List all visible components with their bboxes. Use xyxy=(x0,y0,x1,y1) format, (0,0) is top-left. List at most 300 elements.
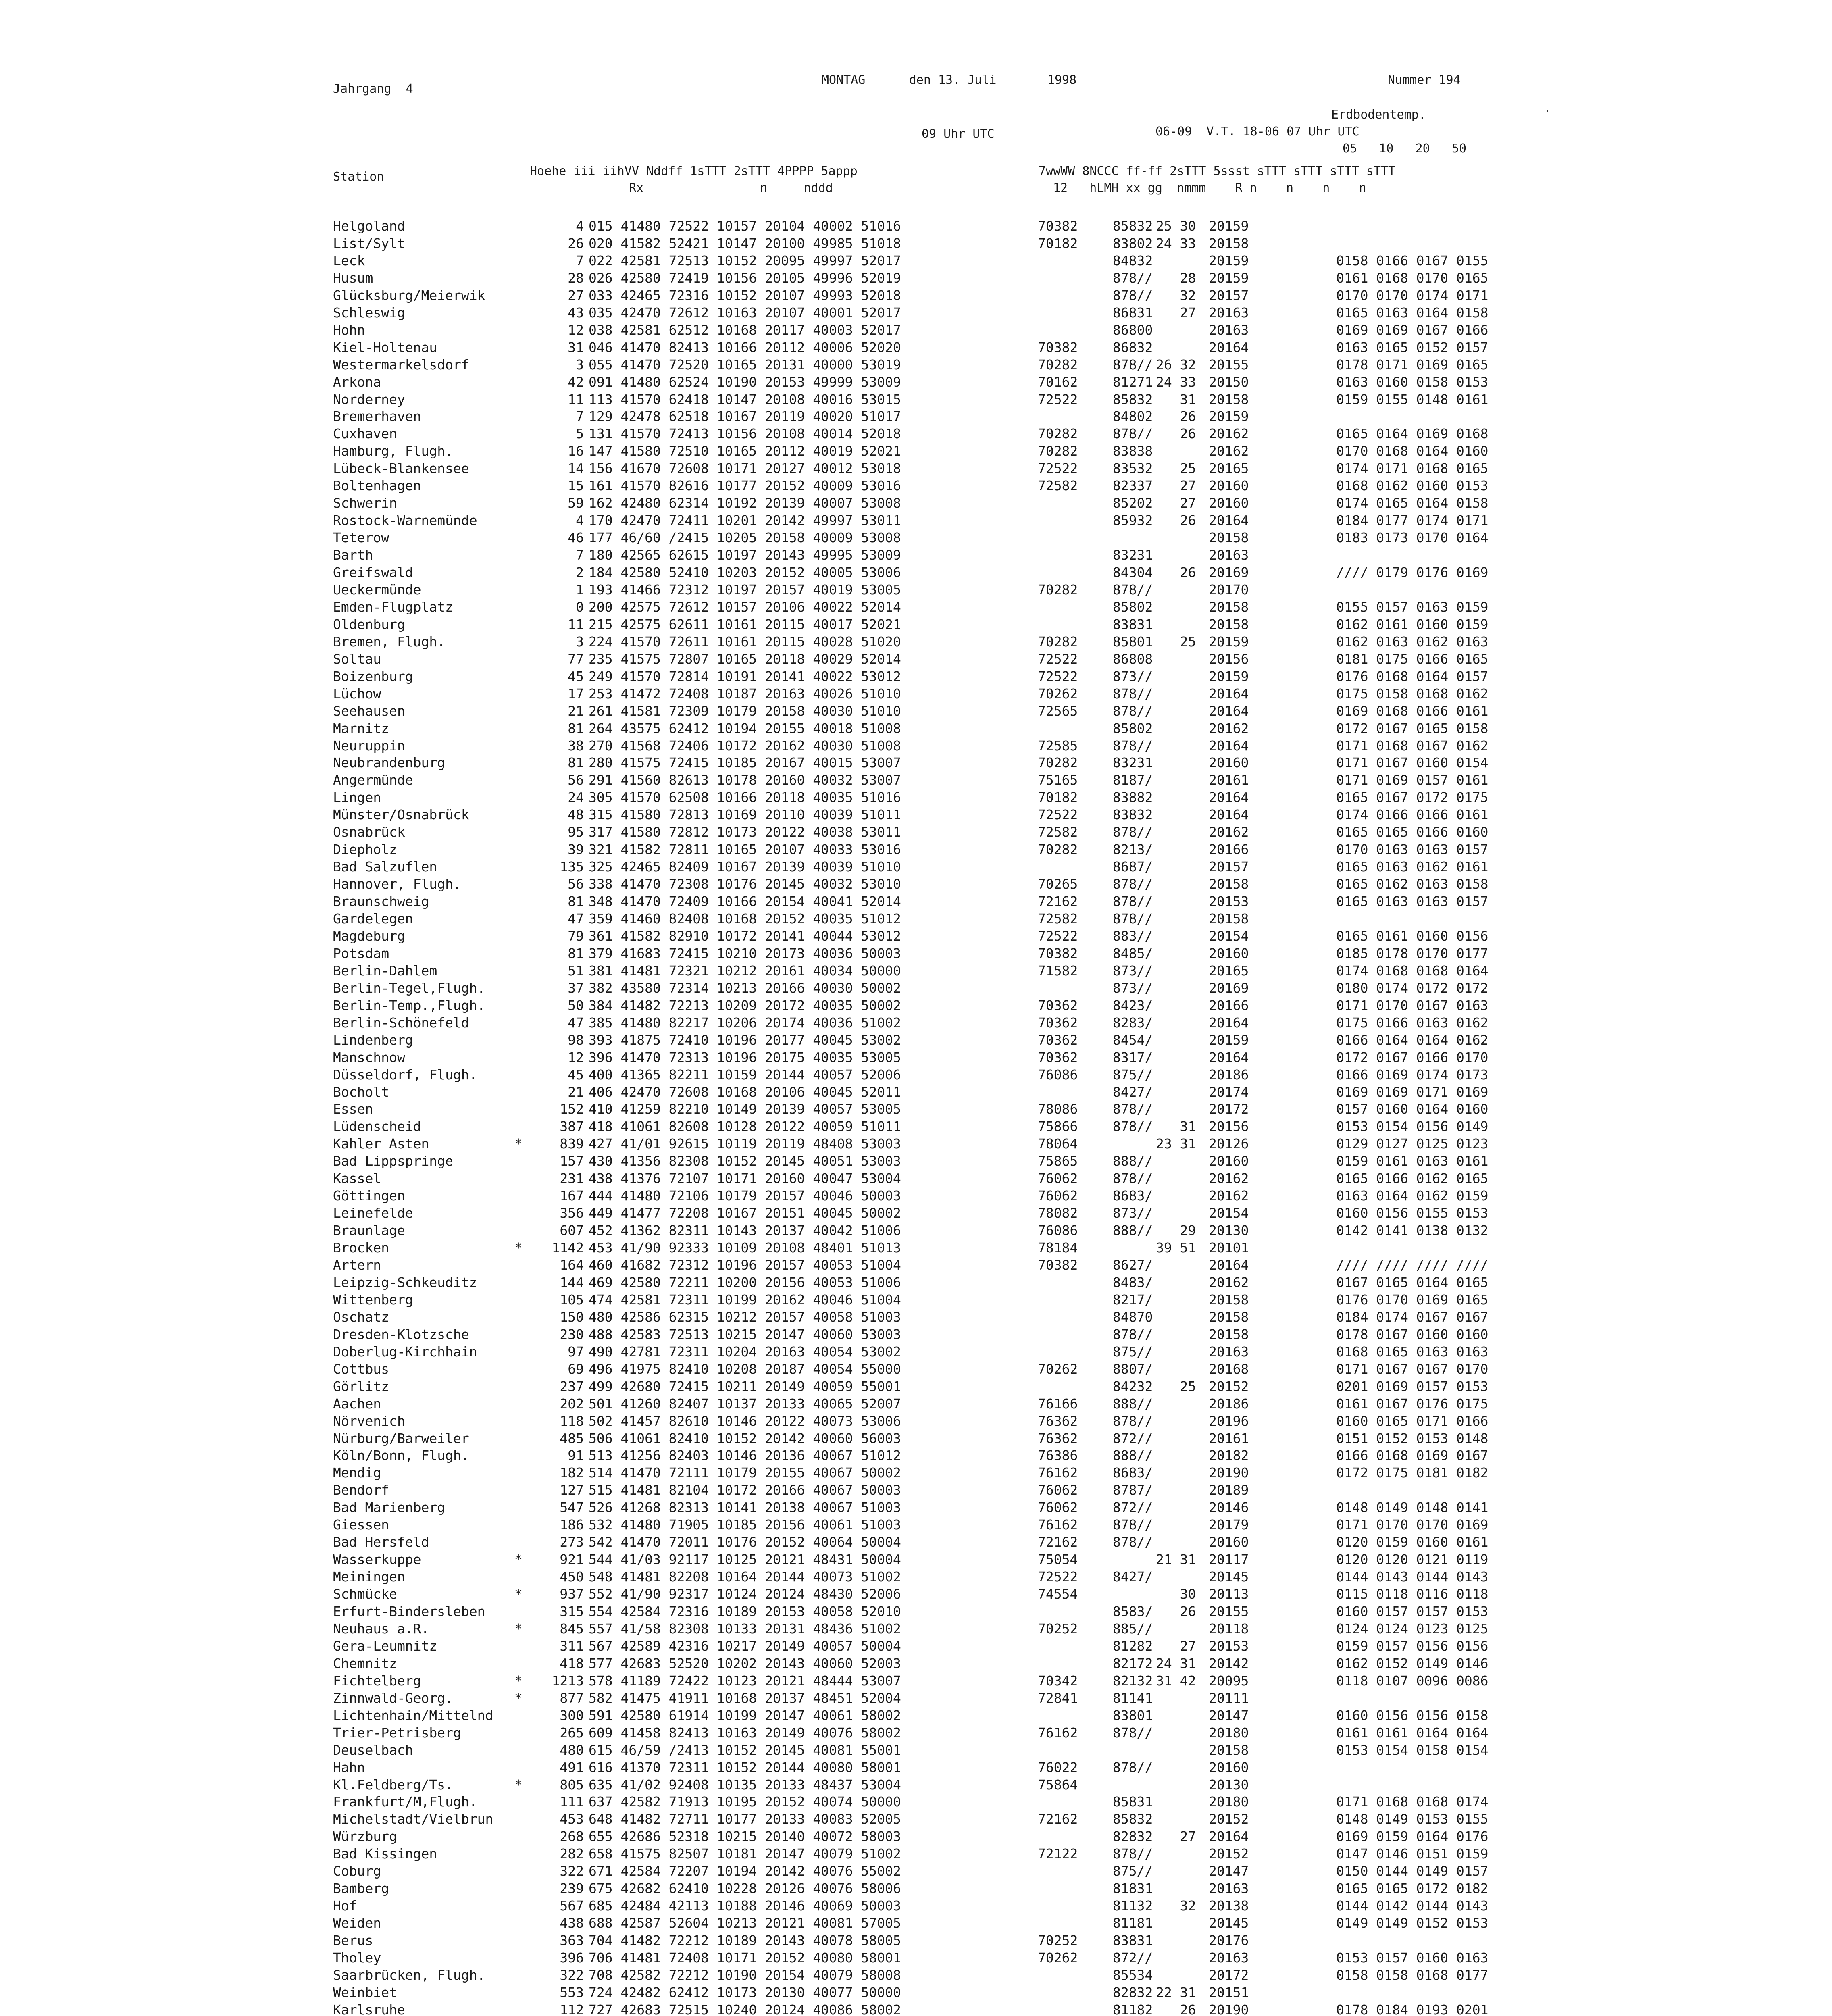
station-name: Giessen xyxy=(333,1517,389,1533)
min-temp: 20146 xyxy=(1209,1500,1249,1516)
table-row xyxy=(0,1205,1832,1222)
table-row xyxy=(0,876,1832,893)
soil-temps: 0178 0171 0169 0165 xyxy=(1336,356,1488,373)
cloud-group: 81271 xyxy=(1113,374,1153,390)
wind-gust: 24 31 xyxy=(1156,1655,1196,1671)
table-row xyxy=(0,806,1832,824)
min-temp: 20162 xyxy=(1209,720,1249,736)
table-row xyxy=(0,1309,1832,1326)
soil-temps: 0148 0149 0153 0155 xyxy=(1336,1811,1488,1827)
synop-groups: 460 41682 72312 10196 20157 40053 51004 xyxy=(589,1257,901,1273)
synop-groups: 578 41189 72422 10123 20121 48444 53007 xyxy=(589,1672,901,1689)
table-row xyxy=(0,1464,1832,1482)
cloud-group: 878// xyxy=(1113,876,1153,892)
cloud-group: 872// xyxy=(1113,1950,1153,1966)
soil-temps: 0157 0160 0164 0160 xyxy=(1336,1101,1488,1117)
station-height: 453 xyxy=(560,1811,584,1827)
table-row xyxy=(0,322,1832,339)
station-height: 7 xyxy=(576,408,584,425)
station-height: 24 xyxy=(568,789,584,806)
cloud-group: 81282 xyxy=(1113,1638,1153,1654)
table-row xyxy=(0,1084,1832,1101)
wind-gust: 32 xyxy=(1156,287,1196,303)
station-name: Boltenhagen xyxy=(333,478,421,494)
soil-temps: 0174 0166 0166 0161 xyxy=(1336,807,1488,823)
table-row xyxy=(0,1551,1832,1568)
min-temp: 20159 xyxy=(1209,408,1249,425)
mountain-star: * xyxy=(514,1586,523,1602)
cloud-group: 878// xyxy=(1113,1517,1153,1533)
min-temp: 20151 xyxy=(1209,1984,1249,2000)
station-name: Düsseldorf, Flugh. xyxy=(333,1066,477,1083)
station-name: Westermarkelsdorf xyxy=(333,356,469,373)
table-row xyxy=(0,1257,1832,1274)
soil-temps: 0163 0164 0162 0159 xyxy=(1336,1188,1488,1204)
table-row xyxy=(0,1984,1832,2001)
station-name: Wittenberg xyxy=(333,1291,413,1308)
soil-temps: 0178 0167 0160 0160 xyxy=(1336,1326,1488,1342)
min-temp: 20159 xyxy=(1209,633,1249,650)
synop-groups: 474 42581 72311 10199 20162 40046 51004 xyxy=(589,1291,901,1308)
station-name: Braunschweig xyxy=(333,893,429,910)
synop-groups: 658 41575 82507 10181 20147 40079 51002 xyxy=(589,1846,901,1862)
soil-temps: 0165 0163 0163 0157 xyxy=(1336,893,1488,910)
mountain-star: * xyxy=(514,1776,523,1793)
station-height: 182 xyxy=(560,1465,584,1481)
soil-temps: 0174 0168 0168 0164 xyxy=(1336,962,1488,979)
station-name: Gera-Leumnitz xyxy=(333,1638,437,1654)
station-height: 127 xyxy=(560,1482,584,1498)
soil-temps: 0165 0162 0163 0158 xyxy=(1336,876,1488,892)
cloud-group: 85832 xyxy=(1113,391,1153,407)
synop-groups: 046 41470 82413 10166 20112 40006 52020 xyxy=(589,339,901,355)
station-name: Leipzig-Schkeuditz xyxy=(333,1274,477,1290)
min-temp: 20145 xyxy=(1209,1915,1249,1931)
mountain-star: * xyxy=(514,1690,523,1706)
soil-temps: 0180 0174 0172 0172 xyxy=(1336,980,1488,996)
min-temp: 20176 xyxy=(1209,1933,1249,1949)
station-height: 157 xyxy=(560,1153,584,1169)
synop-groups: 384 41482 72213 10209 20172 40035 50002 xyxy=(589,997,901,1013)
synop-groups: 321 41582 72811 10165 20107 40033 53016 xyxy=(589,841,901,858)
station-height: 311 xyxy=(560,1638,584,1654)
weather-group: 75866 xyxy=(1038,1118,1078,1135)
station-height: 491 xyxy=(560,1759,584,1775)
soil-temps: 0169 0169 0167 0166 xyxy=(1336,322,1488,338)
cloud-group: 878// xyxy=(1113,911,1153,927)
wind-gust: 28 xyxy=(1156,270,1196,286)
wind-gust: 26 xyxy=(1156,408,1196,425)
table-row xyxy=(0,408,1832,425)
min-temp: 20155 xyxy=(1209,1604,1249,1619)
station-name: Kahler Asten xyxy=(333,1136,429,1152)
cloud-group: 8454/ xyxy=(1113,1032,1153,1048)
weather-group: 70252 xyxy=(1038,1620,1078,1637)
wind-gust: 25 30 xyxy=(1156,218,1196,234)
synop-groups: 385 41480 82217 10206 20174 40036 51002 xyxy=(589,1014,901,1031)
table-row xyxy=(0,651,1832,668)
cloud-group: 83802 xyxy=(1113,235,1153,251)
min-temp: 20095 xyxy=(1209,1672,1249,1689)
weather-group: 72522 xyxy=(1038,807,1078,823)
soil-temps: 0172 0167 0165 0158 xyxy=(1336,720,1488,736)
table-row xyxy=(0,737,1832,755)
soil-temps: 0144 0143 0144 0143 xyxy=(1336,1569,1488,1585)
cloud-group: 82832 xyxy=(1113,1984,1153,2000)
station-name: Weinbiet xyxy=(333,1984,397,2000)
station-name: Oschatz xyxy=(333,1309,389,1325)
station-name: Brocken xyxy=(333,1240,389,1256)
soil-temps: 0153 0157 0160 0163 xyxy=(1336,1950,1488,1966)
min-temp: 20163 xyxy=(1209,1950,1249,1966)
station-height: 7 xyxy=(576,547,584,563)
table-row xyxy=(0,1707,1832,1724)
mountain-star: * xyxy=(514,1136,523,1152)
station-height: 56 xyxy=(568,876,584,892)
min-temp: 20154 xyxy=(1209,928,1249,944)
cloud-group: 878// xyxy=(1113,270,1153,286)
min-temp: 20126 xyxy=(1209,1136,1249,1152)
station-name: Neubrandenburg xyxy=(333,755,446,771)
station-height: 4 xyxy=(576,218,584,234)
wind-gust: 26 xyxy=(1156,2001,1196,2016)
station-height: 38 xyxy=(568,737,584,754)
station-height: 95 xyxy=(568,824,584,840)
table-row xyxy=(0,1447,1832,1464)
station-height: 97 xyxy=(568,1343,584,1360)
table-row xyxy=(0,1361,1832,1378)
min-temp: 20169 xyxy=(1209,980,1249,996)
min-temp: 20145 xyxy=(1209,1569,1249,1585)
station-name: Boizenburg xyxy=(333,668,413,684)
cloud-group: 81831 xyxy=(1113,1881,1153,1897)
cloud-group: 86831 xyxy=(1113,304,1153,321)
min-temp: 20160 xyxy=(1209,945,1249,961)
table-row xyxy=(0,1793,1832,1811)
min-temp: 20166 xyxy=(1209,841,1249,858)
table-row xyxy=(0,304,1832,322)
soil-temps: 0176 0170 0169 0165 xyxy=(1336,1291,1488,1308)
table-row xyxy=(0,356,1832,374)
min-temp: 20111 xyxy=(1209,1690,1249,1706)
cloud-group: 85802 xyxy=(1113,720,1153,736)
station-name: Michelstadt/Vielbrun xyxy=(333,1811,493,1827)
min-temp: 20157 xyxy=(1209,287,1249,303)
synop-groups: 253 41472 72408 10187 20163 40026 51010 xyxy=(589,685,901,702)
synop-groups: 280 41575 72415 10185 20167 40015 53007 xyxy=(589,755,901,771)
cloud-group: 85534 xyxy=(1113,1967,1153,1983)
min-temp: 20159 xyxy=(1209,270,1249,286)
station-name: Angermünde xyxy=(333,772,413,788)
soil-temps: 0171 0168 0167 0162 xyxy=(1336,737,1488,754)
weather-group: 72841 xyxy=(1038,1690,1078,1706)
station-height: 46 xyxy=(568,530,584,546)
station-height: 282 xyxy=(560,1846,584,1862)
header-erdbodentemp: Erdbodentemp. xyxy=(1331,108,1426,122)
station-height: 921 xyxy=(560,1552,584,1568)
weather-group: 70282 xyxy=(1038,581,1078,598)
station-height: 31 xyxy=(568,339,584,355)
soil-temps: 0172 0167 0166 0170 xyxy=(1336,1049,1488,1065)
weather-group: 71582 xyxy=(1038,962,1078,979)
station-height: 7 xyxy=(576,252,584,269)
station-name: Gardelegen xyxy=(333,911,413,927)
table-row xyxy=(0,1967,1832,1984)
table-row xyxy=(0,425,1832,443)
min-temp: 20182 xyxy=(1209,1447,1249,1464)
station-height: 265 xyxy=(560,1724,584,1741)
station-name: Schleswig xyxy=(333,304,405,321)
station-name: Bad Marienberg xyxy=(333,1500,446,1516)
weather-group: 70362 xyxy=(1038,1014,1078,1031)
station-height: 418 xyxy=(560,1655,584,1671)
weather-group: 70252 xyxy=(1038,1933,1078,1949)
weather-group: 72522 xyxy=(1038,651,1078,667)
station-name: Saarbrücken, Flugh. xyxy=(333,1967,485,1983)
station-height: 1142 xyxy=(552,1240,584,1256)
min-temp: 20159 xyxy=(1209,1032,1249,1048)
station-height: 2 xyxy=(576,564,584,580)
table-row xyxy=(0,1291,1832,1309)
station-height: 438 xyxy=(560,1915,584,1931)
cloud-group: 85932 xyxy=(1113,512,1153,529)
station-name: Wasserkuppe xyxy=(333,1552,421,1568)
station-name: Tholey xyxy=(333,1950,381,1966)
station-name: Meiningen xyxy=(333,1569,405,1585)
cloud-group: 885// xyxy=(1113,1620,1153,1637)
wind-gust: 27 xyxy=(1156,495,1196,511)
min-temp: 20164 xyxy=(1209,789,1249,806)
soil-temps: 0163 0160 0158 0153 xyxy=(1336,374,1488,390)
table-row xyxy=(0,945,1832,962)
cloud-group: 83231 xyxy=(1113,547,1153,563)
station-height: 150 xyxy=(560,1309,584,1325)
issue-date: MONTAG den 13. Juli 1998 xyxy=(822,73,1077,87)
cloud-group: 878// xyxy=(1113,893,1153,910)
station-name: Cottbus xyxy=(333,1361,389,1377)
min-temp: 20155 xyxy=(1209,356,1249,373)
cloud-group: 85202 xyxy=(1113,495,1153,511)
cloud-group: 873// xyxy=(1113,980,1153,996)
table-row xyxy=(0,512,1832,529)
cloud-group: 873// xyxy=(1113,962,1153,979)
station-name: Dresden-Klotzsche xyxy=(333,1326,469,1342)
weather-group: 72582 xyxy=(1038,478,1078,494)
table-row xyxy=(0,1811,1832,1828)
station-height: 43 xyxy=(568,304,584,321)
soil-temps: 0170 0170 0174 0171 xyxy=(1336,287,1488,303)
min-temp: 20186 xyxy=(1209,1066,1249,1083)
synop-groups: 147 41580 72510 10165 20112 40019 52021 xyxy=(589,443,901,459)
weather-group: 76022 xyxy=(1038,1759,1078,1775)
soil-temps: 0165 0165 0172 0182 xyxy=(1336,1881,1488,1897)
synop-groups: 554 42584 72316 10189 20153 40058 52010 xyxy=(589,1604,901,1619)
station-height: 237 xyxy=(560,1378,584,1394)
cloud-group: 878// xyxy=(1113,1846,1153,1862)
synop-groups: 026 42580 72419 10156 20105 49996 52019 xyxy=(589,270,901,286)
table-row xyxy=(0,564,1832,581)
synop-groups: 671 42584 72207 10194 20142 40076 55002 xyxy=(589,1863,901,1879)
cloud-group: 83832 xyxy=(1113,807,1153,823)
mountain-star: * xyxy=(514,1552,523,1568)
min-temp: 20158 xyxy=(1209,1291,1249,1308)
soil-temps: 0120 0159 0160 0161 xyxy=(1336,1534,1488,1550)
cloud-group: 8627/ xyxy=(1113,1257,1153,1273)
synop-groups: 501 41260 82407 10137 20133 40065 52007 xyxy=(589,1395,901,1412)
cloud-group: 83532 xyxy=(1113,460,1153,477)
cloud-group: 83831 xyxy=(1113,1933,1153,1949)
station-height: 363 xyxy=(560,1933,584,1949)
station-name: Bad Hersfeld xyxy=(333,1534,429,1550)
cloud-group: 82172 xyxy=(1113,1655,1153,1671)
synop-groups: 129 42478 62518 10167 20119 40020 51017 xyxy=(589,408,901,425)
min-temp: 20164 xyxy=(1209,1829,1249,1845)
weather-group: 70282 xyxy=(1038,633,1078,650)
cloud-group: 82132 xyxy=(1113,1672,1153,1689)
station-name: Essen xyxy=(333,1101,373,1117)
cloud-group: 83882 xyxy=(1113,789,1153,806)
weather-group: 70265 xyxy=(1038,876,1078,892)
station-height: 322 xyxy=(560,1967,584,1983)
soil-temps: 0165 0165 0166 0160 xyxy=(1336,824,1488,840)
soil-temps: 0162 0163 0162 0163 xyxy=(1336,633,1488,650)
table-row xyxy=(0,1534,1832,1551)
weather-group: 72565 xyxy=(1038,703,1078,719)
station-height: 21 xyxy=(568,1084,584,1100)
station-height: 877 xyxy=(560,1690,584,1706)
table-row xyxy=(0,1742,1832,1759)
min-temp: 20161 xyxy=(1209,1430,1249,1446)
synop-groups: 224 41570 72611 10161 20115 40028 51020 xyxy=(589,633,901,650)
synop-groups: 444 41480 72106 10179 20157 40046 50003 xyxy=(589,1188,901,1204)
weather-group: 70262 xyxy=(1038,1361,1078,1377)
station-name: Bendorf xyxy=(333,1482,389,1498)
weather-group: 70362 xyxy=(1038,997,1078,1013)
cloud-group: 85832 xyxy=(1113,218,1153,234)
station-height: 230 xyxy=(560,1326,584,1342)
station-height: 51 xyxy=(568,962,584,979)
station-name: Münster/Osnabrück xyxy=(333,807,469,823)
station-height: 268 xyxy=(560,1829,584,1845)
min-temp: 20180 xyxy=(1209,1724,1249,1741)
table-row xyxy=(0,1430,1832,1447)
synop-groups: 393 41875 72410 10196 20177 40045 53002 xyxy=(589,1032,901,1048)
station-name: Chemnitz xyxy=(333,1655,397,1671)
soil-temps: 0159 0155 0148 0161 xyxy=(1336,391,1488,407)
soil-temps: 0163 0165 0152 0157 xyxy=(1336,339,1488,355)
station-name: Erfurt-Bindersleben xyxy=(333,1604,485,1619)
cloud-group: 878// xyxy=(1113,1724,1153,1741)
min-temp: 20174 xyxy=(1209,1084,1249,1100)
wind-gust: 26 xyxy=(1156,426,1196,442)
table-row xyxy=(0,1482,1832,1499)
table-row xyxy=(0,252,1832,270)
station-name: Trier-Petrisberg xyxy=(333,1724,461,1741)
soil-temps: 0161 0161 0164 0164 xyxy=(1336,1724,1488,1741)
min-temp: 20186 xyxy=(1209,1395,1249,1412)
cloud-group: 82337 xyxy=(1113,478,1153,494)
station-height: 300 xyxy=(560,1707,584,1723)
weather-group: 72522 xyxy=(1038,391,1078,407)
table-row xyxy=(0,1343,1832,1361)
table-row xyxy=(0,1378,1832,1395)
synop-groups: 200 42575 72612 10157 20106 40022 52014 xyxy=(589,599,901,615)
cloud-group: 81132 xyxy=(1113,1898,1153,1914)
soil-temps: 0181 0175 0166 0165 xyxy=(1336,651,1488,667)
table-row xyxy=(0,1672,1832,1690)
synop-groups: 452 41362 82311 10143 20137 40042 51006 xyxy=(589,1223,901,1239)
station-name: Weiden xyxy=(333,1915,381,1931)
cloud-group: 81182 xyxy=(1113,2001,1153,2016)
station-name: Lingen xyxy=(333,789,381,806)
table-row xyxy=(0,858,1832,876)
station-name: Aachen xyxy=(333,1395,381,1412)
synop-groups: 038 42581 62512 10168 20117 40003 52017 xyxy=(589,322,901,338)
station-name: Cuxhaven xyxy=(333,426,397,442)
synop-groups: 514 41470 72111 10179 20155 40067 50002 xyxy=(589,1465,901,1481)
station-name: Schmücke xyxy=(333,1586,397,1602)
station-name: Mendig xyxy=(333,1465,381,1481)
table-row xyxy=(0,997,1832,1014)
station-height: 98 xyxy=(568,1032,584,1048)
synop-groups: 515 41481 82104 10172 20166 40067 50003 xyxy=(589,1482,901,1498)
cloud-group: 875// xyxy=(1113,1863,1153,1879)
cloud-group: 878// xyxy=(1113,1413,1153,1429)
synop-groups: 033 42465 72316 10152 20107 49993 52018 xyxy=(589,287,901,303)
soil-temps: 0171 0168 0168 0174 xyxy=(1336,1794,1488,1810)
table-row xyxy=(0,910,1832,928)
synop-groups: 648 41482 72711 10177 20133 40083 52005 xyxy=(589,1811,901,1827)
table-row xyxy=(0,218,1832,235)
cloud-group: 85802 xyxy=(1113,599,1153,615)
station-name: Bad Lippspringe xyxy=(333,1153,454,1169)
station-name: Arkona xyxy=(333,374,381,390)
table-row xyxy=(0,443,1832,460)
soil-temps: 0165 0164 0169 0168 xyxy=(1336,426,1488,442)
header-periods: 06-09 V.T. 18-06 07 Uhr UTC xyxy=(1155,125,1359,139)
synop-groups: 706 41481 72408 10171 20152 40080 58001 xyxy=(589,1950,901,1966)
station-name: Kassel xyxy=(333,1170,381,1187)
station-height: 12 xyxy=(568,1049,584,1065)
table-row xyxy=(0,616,1832,633)
min-temp: 20169 xyxy=(1209,564,1249,580)
table-row xyxy=(0,1170,1832,1187)
station-name: Köln/Bonn, Flugh. xyxy=(333,1447,469,1464)
weather-group: 70382 xyxy=(1038,1257,1078,1273)
station-name: Bremerhaven xyxy=(333,408,421,425)
station-height: 567 xyxy=(560,1898,584,1914)
soil-temps: 0162 0161 0160 0159 xyxy=(1336,616,1488,632)
synop-groups: 591 42580 61914 10199 20147 40061 58002 xyxy=(589,1707,901,1723)
min-temp: 20160 xyxy=(1209,1759,1249,1775)
min-temp: 20160 xyxy=(1209,478,1249,494)
weather-group: 70262 xyxy=(1038,1950,1078,1966)
synop-groups: 338 41470 72308 10176 20145 40032 53010 xyxy=(589,876,901,892)
min-temp: 20163 xyxy=(1209,1343,1249,1360)
min-temp: 20159 xyxy=(1209,252,1249,269)
soil-temps: 0201 0169 0157 0153 xyxy=(1336,1378,1488,1394)
soil-temps: 0167 0165 0164 0165 xyxy=(1336,1274,1488,1290)
weather-group: 72585 xyxy=(1038,737,1078,754)
synop-groups: 020 41582 52421 10147 20100 49985 51018 xyxy=(589,235,901,251)
station-height: 273 xyxy=(560,1534,584,1550)
station-name: Neuruppin xyxy=(333,737,405,754)
station-name: Magdeburg xyxy=(333,928,405,944)
station-height: 3 xyxy=(576,356,584,373)
station-name: Berlin-Dahlem xyxy=(333,962,437,979)
soil-temps: //// //// //// //// xyxy=(1336,1257,1488,1273)
station-height: 450 xyxy=(560,1569,584,1585)
